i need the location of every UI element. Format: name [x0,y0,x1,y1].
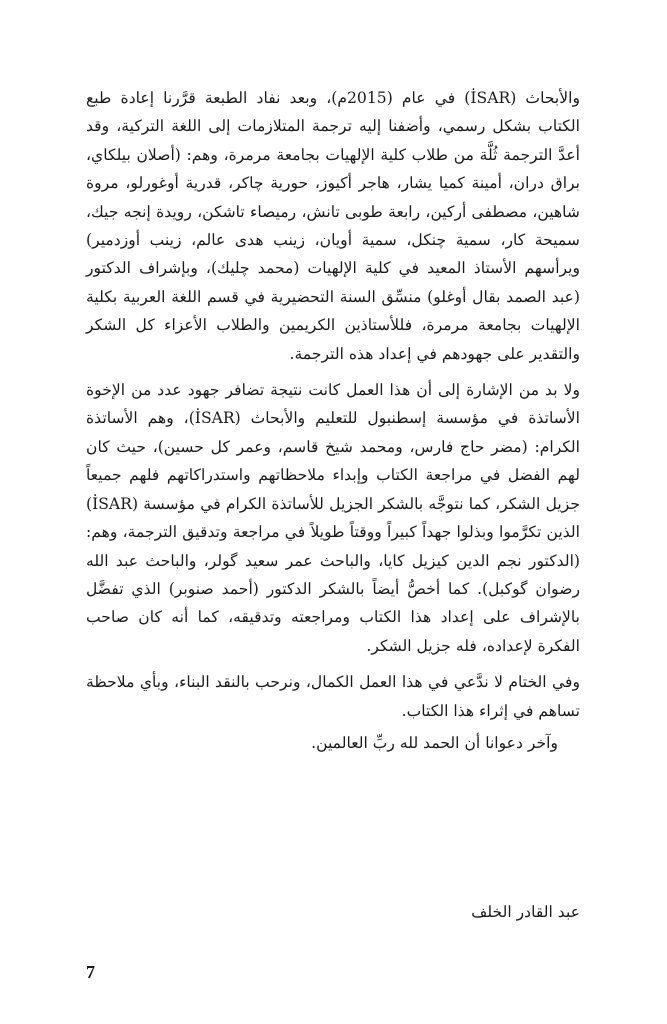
body-text [86,84,580,757]
author-signature: عبد القادر الخلف [471,903,580,921]
paragraph-conclusion: وفي الختام لا ندَّعي في هذا العمل الكمال، ونرحب بالنقد البناء، وبأي ملاحظة تساهم في إثراء هذا الكتاب. [86,673,580,720]
page-number: 7 [86,962,95,982]
paragraph-translation-credits: والأبحاث (İSAR) في عام (2015م)، وبعد نفاد الطبعة قرَّرنا إعادة طبع الكتاب بشكل رسمي، وأضفنا إليه ترجمة المتلازمات إلى اللغة التركية، وقد أعدَّ الترجمة ثُلَّة من طلاب كلية الإلهيات بجامعة مرمرة، وهم: (أصلان بيلكاي، براق دران، أمينة كميا يشار، هاجر أكيوز، حورية چاكر، قدرية أوغورلو، مروة شاهين، مصطفى أركين، رابعة طوبى تانش، رميصاء تاشكن، رويدة إنجه جيك، سميحة كار، سمية چنكل، سمية أويان، زينب هدى عالم، زينب أوزدمير) ويرأسهم الأستاذ المعيد في كلية الإلهيات (محمد چليك)، وبإشراف الدكتور (عبد الصمد بقال أوغلو) منسِّق السنة التحضيرية في قسم اللغة العربية بكلية الإلهيات بجامعة مرمرة، فللأستاذين الكريمين والطلاب الأعزاء كل الشكر والتقدير على جهودهم في إعداد هذه الترجمة. [86,89,581,363]
closing-line: وآخر دعوانا أن الحمد لله ربِّ العالمين. [311,733,558,752]
paragraph-reviewers-thanks: ولا بد من الإشارة إلى أن هذا العمل كانت نتيجة تضافر جهود عدد من الإخوة الأساتذة في مؤسسة إسطنبول للتعليم والأبحاث (İSAR)، وهم الأساتذة الكرام: (مضر حاج فارس، ومحمد شيخ قاسم، وعمر كل حسين)، حيث كان لهم الفضل في مراجعة الكتاب وإبداء ملاحظاتهم واستدراكاتهم فلهم جميعاً جزيل الشكر، كما نتوجَّه بالشكر الجزيل للأساتذة الكرام في مؤسسة (İSAR) الذين تكرَّموا وبذلوا جهداً كبيراً ووقتاً طويلاً في مراجعة وتدقيق الترجمة، وهم: (الدكتور نجم الدين كيزيل كايا، والباحث عمر سعيد گولر، والباحث عبد الله رضوان گوكبل). كما أخصُّ أيضاً بالشكر الدكتور (أحمد صنوبر) الذي تفضَّل بالإشراف على إعداد هذا الكتاب ومراجعته وتدقيقه، كما أنه كان صاحب الفكرة لإعداده، فله جزيل الشكر. [86,381,580,655]
